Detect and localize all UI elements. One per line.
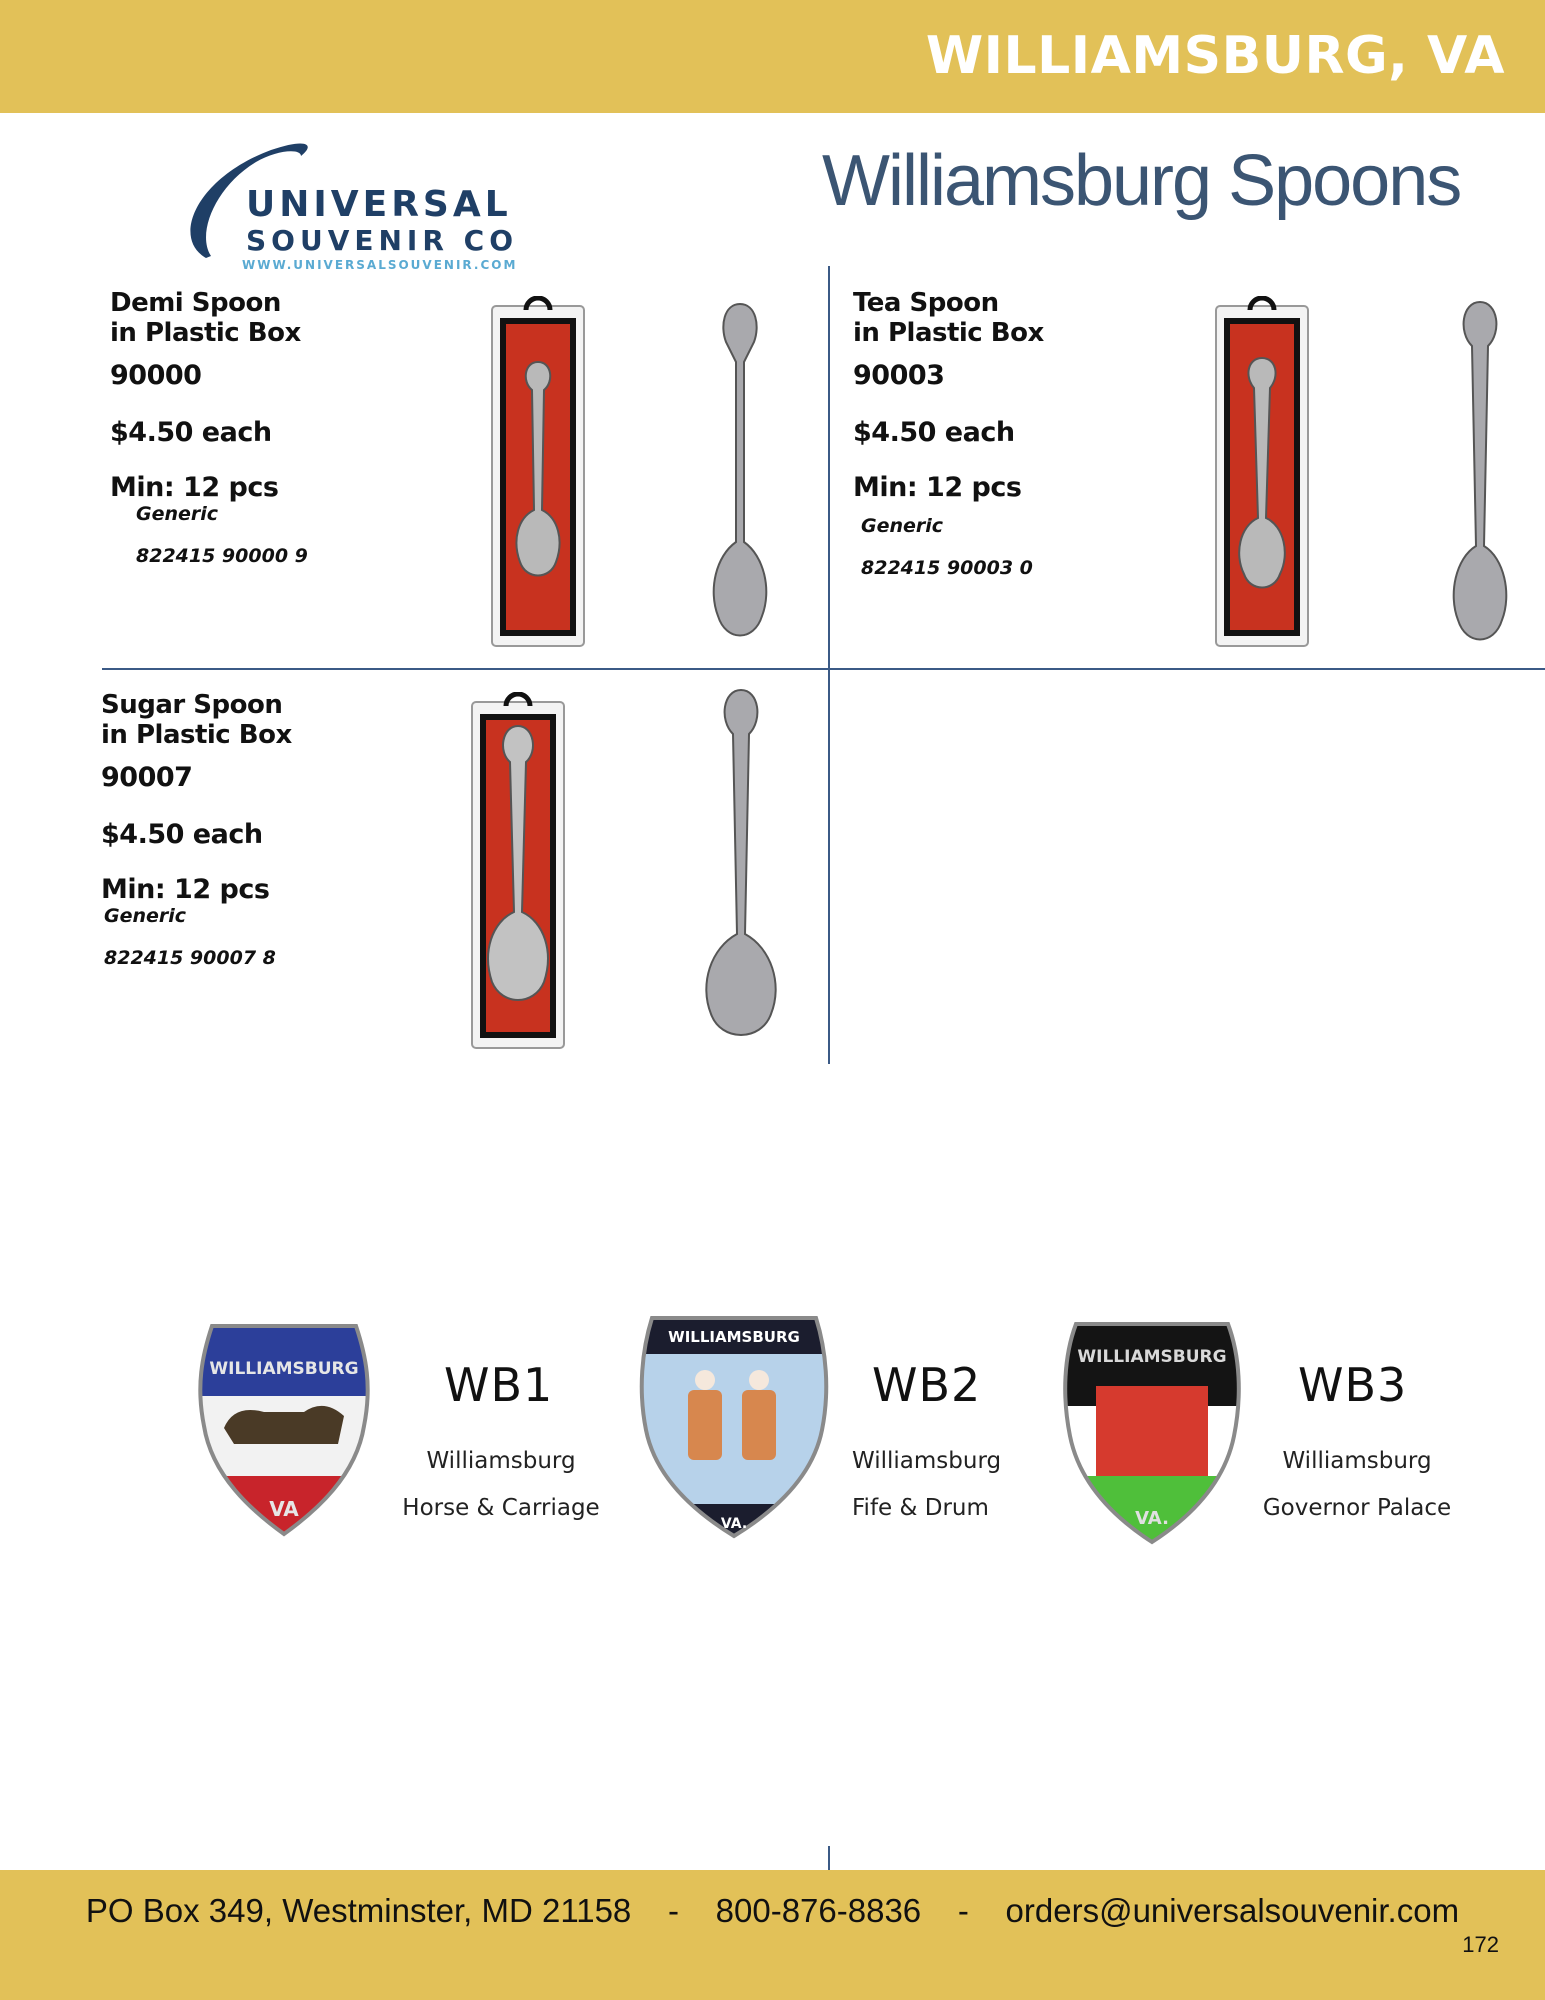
item-sku: 90000 — [110, 360, 202, 391]
footer-contact — [0, 1892, 1545, 1930]
pin-desc-line-1: Williamsburg — [1282, 1448, 1432, 1474]
pin-desc-line-1: Williamsburg — [426, 1448, 576, 1474]
item-min: Min: 12 pcs — [110, 472, 279, 503]
header-band — [0, 0, 1545, 113]
demi-spoon-boxed-image — [488, 296, 588, 648]
page-number: 172 — [1462, 1932, 1499, 1957]
wb3-pin-image — [1062, 1316, 1242, 1548]
item-upc: 822415 90007 8 — [104, 947, 276, 969]
footer-email[interactable]: orders@universalsouvenir.com — [1005, 1892, 1460, 1929]
badge-sub: VA — [269, 1497, 299, 1521]
badge-mid — [638, 1354, 830, 1504]
badge-text: WILLIAMSBURG — [668, 1328, 800, 1346]
pin-desc-line-1: Williamsburg — [852, 1448, 1002, 1474]
item-name: Sugar Spoon in Plastic Box — [101, 690, 292, 750]
footer-tick — [828, 1846, 830, 1870]
pin-desc-wb1 — [396, 1438, 606, 1532]
badge-text: WILLIAMSBURG — [1077, 1347, 1227, 1367]
tea-spoon-boxed-image — [1212, 296, 1312, 648]
pin-desc-line-2: Fife & Drum — [852, 1495, 989, 1521]
badge-text: WILLIAMSBURG — [209, 1359, 359, 1379]
item-min: Min: 12 pcs — [853, 472, 1022, 503]
footer-separator: - — [957, 1892, 969, 1929]
spoon-item-demi — [110, 288, 430, 567]
item-min: Min: 12 pcs — [101, 874, 270, 905]
item-price: $4.50 each — [101, 819, 263, 850]
page-title: Williamsburg Spoons — [822, 141, 1461, 221]
footer-phone[interactable]: 800-876-8836 — [715, 1892, 922, 1929]
pin-desc-wb2 — [852, 1438, 1006, 1532]
pin-desc-line-2: Horse & Carriage — [402, 1495, 600, 1521]
pin-code-wb1: WB1 — [444, 1358, 554, 1412]
spoon-item-tea — [853, 288, 1173, 579]
sugar-spoon-image — [696, 686, 786, 1042]
badge-sub: VA. — [1135, 1508, 1169, 1529]
item-upc: 822415 90000 9 — [136, 545, 308, 567]
item-name: Demi Spoon in Plastic Box — [110, 288, 301, 348]
pin-code-wb3: WB3 — [1298, 1358, 1408, 1412]
item-name: Tea Spoon in Plastic Box — [853, 288, 1044, 348]
logo-line-2: SOUVENIR CO — [246, 224, 519, 257]
company-logo — [176, 138, 528, 274]
badge-sub: VA. — [720, 1516, 748, 1532]
pin-code-wb2: WB2 — [872, 1358, 982, 1412]
item-price: $4.50 each — [853, 417, 1015, 448]
item-sku: 90003 — [853, 360, 945, 391]
pin-desc-line-2: Governor Palace — [1262, 1495, 1452, 1521]
footer-band — [0, 1870, 1545, 2000]
pin-desc-wb3 — [1252, 1438, 1462, 1532]
logo-url: WWW.UNIVERSALSOUVENIR.COM — [242, 258, 518, 272]
column-divider — [828, 266, 830, 1064]
footer-address: PO Box 349, Westminster, MD 21158 — [85, 1892, 632, 1929]
item-brand: Generic — [861, 515, 944, 537]
item-upc: 822415 90003 0 — [861, 557, 1033, 579]
wb2-pin-image — [638, 1310, 830, 1542]
demi-spoon-image — [700, 300, 780, 646]
footer-separator: - — [667, 1892, 679, 1929]
region-title: WILLIAMSBURG, VA — [925, 26, 1505, 86]
row-divider — [102, 668, 1545, 670]
item-brand: Generic — [104, 905, 187, 927]
logo-line-1: UNIVERSAL — [246, 184, 512, 225]
item-brand: Generic — [136, 503, 219, 525]
wb1-pin-image — [196, 1316, 372, 1540]
item-price: $4.50 each — [110, 417, 272, 448]
spoon-item-sugar — [101, 690, 421, 969]
sugar-spoon-boxed-image — [468, 692, 568, 1050]
item-sku: 90007 — [101, 762, 193, 793]
tea-spoon-image — [1440, 298, 1520, 646]
